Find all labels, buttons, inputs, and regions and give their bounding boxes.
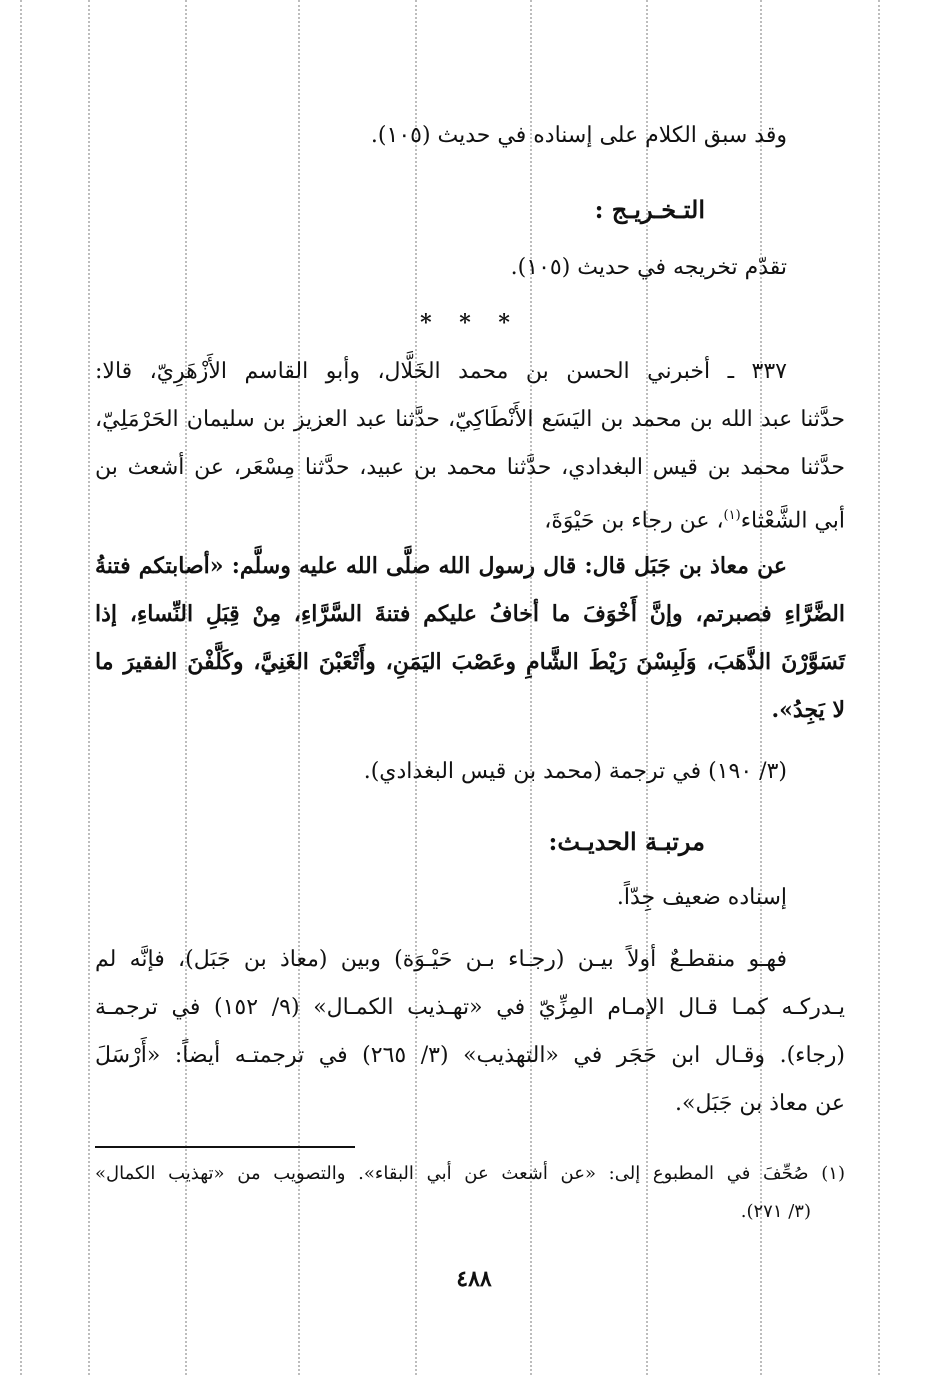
- narrator-name: أبي الشَّعْثاء: [740, 508, 845, 534]
- dotted-guide-line: [88, 0, 90, 1375]
- matn-line: الضَّرَّاءِ فصبرتم، وإنَّ أَخْوَفَ ما أخافُ عليكم فتنةَ السَّرَّاءِ، مِنْ قِبَلِ النِّساءِ، إذا: [95, 601, 845, 627]
- matn-line: لا يَجِدُ».: [771, 697, 845, 723]
- takhrij-heading: التـخـريـج :: [594, 195, 705, 224]
- footnote-reference: (١): [723, 508, 741, 523]
- isnad-line: [544, 500, 845, 537]
- page-number: ٤٨٨: [456, 1266, 492, 1292]
- dotted-guide-line: [878, 0, 880, 1375]
- section-separator: * * *: [420, 310, 520, 336]
- matn-line: عن معاذ بن جَبَل قال: قال رسول الله صلَّى الله عليه وسلَّم: «أصابتكم فتنةُ: [95, 553, 787, 579]
- footnote-line: (١) صُحِّفَ في المطبوع إلى: «عن أشعث عن أبي البقاء». والتصويب من «تهذيب الكمال»: [95, 1163, 845, 1184]
- dotted-guide-line: [20, 0, 22, 1375]
- rutba-text: إسناده ضعيف جِدّاً.: [616, 885, 787, 910]
- isnad-line: حدَّثنا عبد الله بن محمد بن اليَسَع الأَنْطَاكِيّ، حدَّثنا عبد العزيز بن سليمان الحَرْمَلِيّ،: [95, 407, 845, 432]
- sharh-line: فهـو منقطـعٌ أولاً بيـن (رجـاء بـن حَيْـوَة) وبين (معاذ بن جَبَل)، فإنَّه لم: [95, 947, 787, 972]
- isnad-line: حدَّثنا محمد بن قيس البغدادي، حدَّثنا محمد بن عبيد، حدَّثنا مِسْعَر، عن أشعث بن: [95, 455, 845, 480]
- isnad-line: ٣٣٧ ـ أخبرني الحسن بن محمد الخَلَّال، وأبو القاسم الأَزْهَرِيّ، قالا:: [95, 359, 787, 384]
- page-body: [95, 0, 845, 1375]
- sharh-line: عن معاذ بن جَبَل».: [675, 1091, 845, 1116]
- narrator-rest: ، عن رجاء بن حَيْوَةَ،: [544, 508, 724, 534]
- takhrij-text: تقدّم تخريجه في حديث (١٠٥).: [510, 255, 787, 280]
- rutba-heading: مرتبـة الحديـث:: [548, 827, 705, 856]
- matn-line: تَسَوَّرْنَ الذَّهَبَ، وَلَبِسْنَ رَيْطَ الشَّامِ وعَصْبَ اليَمَنِ، وأَتْعَبْنَ الغَنِيَّ، وكَلَّفْنَ الفقيرَ ما: [95, 649, 845, 675]
- sharh-line: (رجاء). وقـال ابن حَجَر في «التهذيب» (٣/ ٢٦٥) في ترجمتـه أيضاً: «أَرْسَلَ: [95, 1043, 846, 1068]
- footnote-line: (٣/ ٢٧١).: [740, 1201, 811, 1222]
- sharh-line: يـدركـه كمـا قـال الإمـام المِزِّيّ في «تهـذيب الكمـال» (٩/ ١٥٢) في ترجمـة: [95, 995, 846, 1020]
- previous-reference: وقد سبق الكلام على إسناده في حديث (١٠٥).: [370, 123, 787, 148]
- source-reference: (٣/ ١٩٠) في ترجمة (محمد بن قيس البغدادي).: [363, 759, 787, 784]
- footnote-separator: [95, 1146, 355, 1148]
